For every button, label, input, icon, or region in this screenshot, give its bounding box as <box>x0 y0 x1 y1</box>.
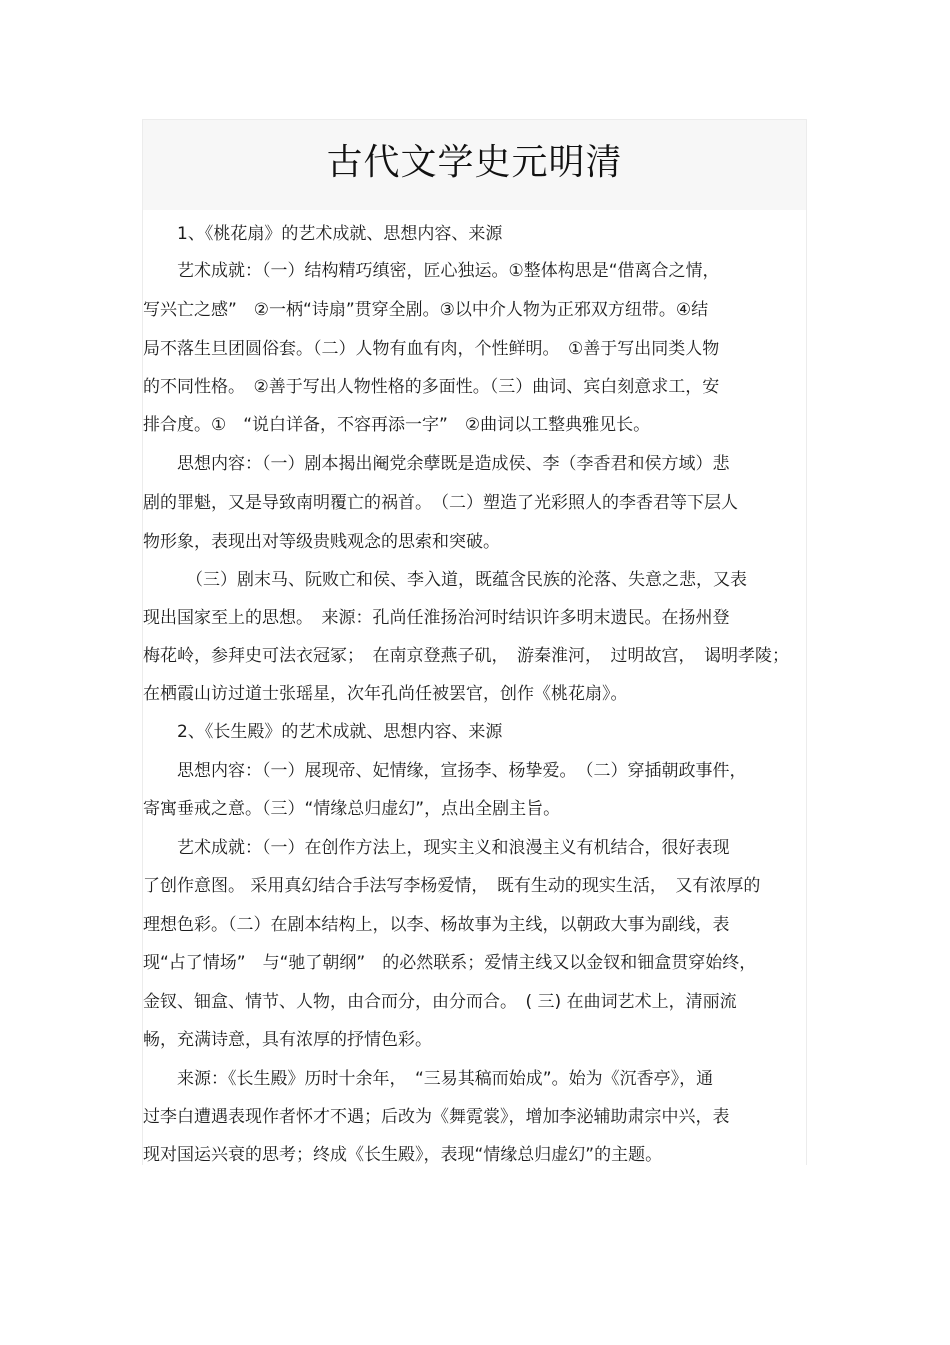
paragraph-line: 梅花岭，参拜史可法衣冠冢； 在南京登燕子矶， 游秦淮河， 过明故宫， 谒明孝陵； <box>143 646 789 666</box>
paragraph-line: 在栖霞山访过道士张瑶星，次年孔尚任被罢官，创作《桃花扇》。 <box>143 684 628 704</box>
paragraph-line: 现“占了情场” 与“驰了朝纲” 的必然联系；爱情主线又以金钗和钿盒贯穿始终， <box>143 953 757 973</box>
paragraph-line: 理想色彩。（二）在剧本结构上，以李、杨故事为主线，以朝政大事为副线，表 <box>143 915 730 935</box>
paragraph-line: 了创作意图。 采用真幻结合手法写李杨爱情， 既有生动的现实生活， 又有浓厚的 <box>143 876 761 896</box>
paragraph-line: 剧的罪魁，又是导致南明覆亡的祸首。 （二）塑造了光彩照人的李香君等下层人 <box>143 493 738 513</box>
paragraph-line: 艺术成就：（一）在创作方法上，现实主义和浪漫主义有机结合，很好表现 <box>177 838 730 858</box>
paragraph-line: （三）剧末马、阮败亡和侯、李入道，既蕴含民族的沦落、失意之悲，又表 <box>186 570 747 590</box>
paragraph-line: 的不同性格。 ②善于写出人物性格的多面性。（三）曲词、宾白刻意求工，安 <box>143 377 720 397</box>
paragraph-line: 现出国家至上的思想。 来源：孔尚任淮扬治河时结识许多明末遗民。在扬州登 <box>143 608 730 628</box>
paragraph-line: 来源：《长生殿》历时十余年， “三易其稿而始成”。始为《沉香亭》，通 <box>177 1069 714 1089</box>
page-title: 古代文学史元明清 <box>326 142 623 183</box>
section-heading-1: 1、《桃花扇》的艺术成就、思想内容、来源 <box>177 224 503 244</box>
paragraph-line: 写兴亡之感” ②一柄“诗扇”贯穿全剧。③以中介人物为正邪双方纽带。④结 <box>143 300 709 320</box>
paragraph-line: 排合度。① “说白详备，不容再添一字” ②曲词以工整典雅见长。 <box>143 415 651 435</box>
paragraph-line: 思想内容：（一）展现帝、妃情缘，宣扬李、杨挚爱。 （二）穿插朝政事件， <box>177 761 747 781</box>
paragraph-line: 物形象，表现出对等级贵贱观念的思索和突破。 <box>143 532 500 552</box>
paragraph-line: 思想内容：（一）剧本揭出阉党余孽既是造成侯、李（李香君和侯方域）悲 <box>177 454 730 474</box>
paragraph-line: 艺术成就：（一）结构精巧缜密，匠心独运。①整体构思是“借离合之情， <box>177 261 720 281</box>
paragraph-line: 金钗、钿盒、情节、人物，由合而分，由分而合。 ( 三) 在曲词艺术上，清丽流 <box>143 992 737 1012</box>
section-heading-2: 2、《长生殿》的艺术成就、思想内容、来源 <box>177 722 503 742</box>
paragraph-line: 现对国运兴衰的思考；终成《长生殿》，表现“情缘总归虚幻”的主题。 <box>143 1145 663 1165</box>
paragraph-line: 畅，充满诗意，具有浓厚的抒情色彩。 <box>143 1030 432 1050</box>
paragraph-line: 寄寓垂戒之意。（三）“情缘总归虚幻”，点出全剧主旨。 <box>143 799 561 819</box>
paragraph-line: 局不落生旦团圆俗套。（二）人物有血有肉，个性鲜明。 ①善于写出同类人物 <box>143 339 720 359</box>
paragraph-line: 过李白遭遇表现作者怀才不遇；后改为《舞霓裳》，增加李泌辅助肃宗中兴，表 <box>143 1107 730 1127</box>
